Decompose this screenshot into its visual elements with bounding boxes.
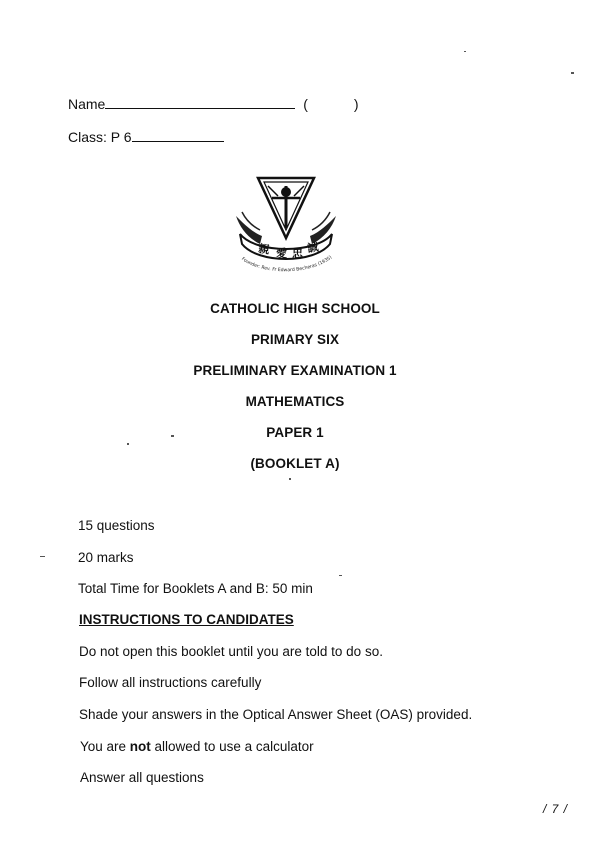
- level-title: PRIMARY SIX: [250, 332, 340, 347]
- scan-speck: [171, 435, 174, 437]
- class-field: [68, 129, 224, 145]
- school-crest-logo: [226, 172, 346, 280]
- scan-speck: [571, 72, 574, 74]
- svg-text:愛: 愛: [276, 247, 287, 260]
- scan-speck: [464, 51, 466, 52]
- scan-speck: [289, 478, 291, 480]
- name-blank: [105, 108, 295, 109]
- instruction-line: You are not allowed to use a calculator: [80, 739, 314, 754]
- crest-graphic: [226, 172, 346, 280]
- emphasis-not: not: [129, 739, 151, 754]
- instruction-line: Answer all questions: [80, 770, 204, 785]
- marks-total: 20 marks: [78, 550, 134, 565]
- subject-title: MATHEMATICS: [245, 394, 345, 409]
- index-paren-open: (: [303, 96, 308, 112]
- instruction-line: Do not open this booklet until you are told to do so.: [79, 644, 383, 659]
- left-wing-icon: [236, 216, 262, 244]
- instructions-heading: INSTRUCTIONS TO CANDIDATES: [79, 612, 294, 627]
- paper-title: PAPER 1: [266, 425, 324, 440]
- instruction-line: Shade your answers in the Optical Answer Sheet (OAS) provided.: [79, 707, 473, 722]
- scan-speck: [40, 556, 45, 557]
- svg-text:親: 親: [257, 242, 271, 257]
- index-paren-close: ): [353, 96, 359, 112]
- booklet-title: (BOOKLET A): [250, 456, 340, 471]
- class-label: Class: P 6: [68, 129, 132, 145]
- name-label: Name: [68, 96, 106, 112]
- question-count: 15 questions: [78, 518, 155, 533]
- svg-text:忠: 忠: [292, 247, 303, 260]
- exam-title: PRELIMINARY EXAMINATION 1: [193, 363, 397, 378]
- scan-speck: [127, 443, 129, 445]
- svg-text:Founder: Rev. Fr Edward Becher: Founder: Rev. Fr Edward Becheras (1935): [240, 255, 334, 274]
- instruction-line: Follow all instructions carefully: [79, 675, 262, 690]
- svg-text:誠: 誠: [306, 240, 320, 255]
- name-field: [68, 96, 359, 112]
- page-mark: / 7 /: [543, 802, 569, 816]
- time-allowed: Total Time for Booklets A and B: 50 min: [78, 581, 313, 596]
- class-blank: [132, 141, 224, 142]
- school-name: CATHOLIC HIGH SCHOOL: [210, 301, 380, 316]
- scan-speck: [339, 575, 342, 576]
- right-wing-icon: [310, 216, 336, 244]
